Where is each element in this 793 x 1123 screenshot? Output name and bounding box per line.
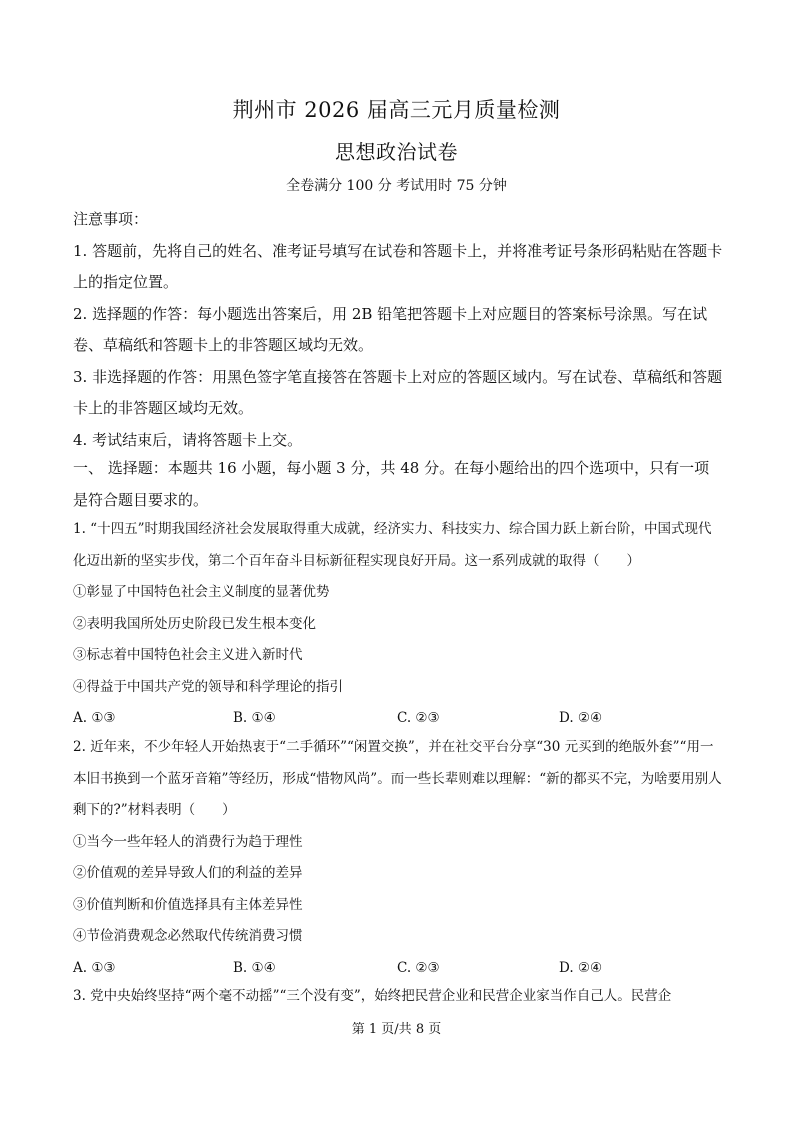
question-statement: ②价值观的差异导致人们的利益的差异 xyxy=(73,865,303,881)
question-stem: 1. “十四五”时期我国经济社会发展取得重大成就，经济实力、科技实力、综合国力跃上新台阶，中国式现代化迈出新的坚实步伐，第二个百年奋斗目标新征程实现良好开局。这一系列成就的取得（ ） xyxy=(73,521,712,569)
option-d: D. ②④ xyxy=(559,959,603,976)
question-statement: ④节俭消费观念必然取代传统消费习惯 xyxy=(73,928,303,944)
options-row xyxy=(73,703,723,735)
option-a: A. ①③ xyxy=(73,710,116,726)
exam-meta: 全卷满分 100 分 考试用时 75 分钟 xyxy=(286,178,507,194)
exam-subject: 思想政治试卷 xyxy=(335,140,458,164)
question-1 xyxy=(73,514,723,735)
question-2 xyxy=(73,732,723,984)
section-heading: 一、 选择题：本题共 16 小题，每小题 3 分，共 48 分。在每小题给出的四个选项中，只有一项是符合题目要求的。 xyxy=(73,459,710,509)
question-statement: ①当今一些年轻人的消费行为趋于理性 xyxy=(73,833,303,850)
question-statement: ②表明我国所处历史阶段已发生根本变化 xyxy=(73,615,316,632)
option-c: C. ②③ xyxy=(397,710,440,726)
option-b: B. ①④ xyxy=(233,710,276,726)
options-row xyxy=(73,953,723,985)
option-c: C. ②③ xyxy=(397,959,440,976)
notice-item: 3. 非选择题的作答：用黑色签字笔直接答在答题卡上对应的答题区域内。写在试卷、草稿纸和答题卡上的非答题区域均无效。 xyxy=(73,367,723,417)
notice-item: 4. 考试结束后，请将答题卡上交。 xyxy=(73,430,303,449)
question-statement: ①彰显了中国特色社会主义制度的显著优势 xyxy=(73,584,330,600)
notice-item: 1. 答题前，先将自己的姓名、准考证号填写在试卷和答题卡上，并将准考证号条形码粘贴在答题卡上的指定位置。 xyxy=(73,241,723,291)
option-a: A. ①③ xyxy=(73,959,116,976)
question-statement: ③标志着中国特色社会主义进入新时代 xyxy=(73,647,303,663)
option-d: D. ②④ xyxy=(559,710,603,726)
question-statement: ④得益于中国共产党的领导和科学理论的指引 xyxy=(73,678,343,695)
option-b: B. ①④ xyxy=(233,959,276,976)
exam-title: 荆州市 2026 届高三元月质量检测 xyxy=(232,98,561,122)
section-heading-block xyxy=(73,453,723,516)
question-stem: 2. 近年来，不少年轻人开始热衷于“二手循环”“闲置交换”，并在社交平台分享“30 元买到的绝版外套”“用一本旧书换到一个蓝牙音箱”等经历，形成“惜物风尚”。而一些长辈则难以理解：“新的都买不完，为啥要用别人剩下的?”材料表明（ ） xyxy=(73,739,722,818)
question-statement: ③价值判断和价值选择具有主体差异性 xyxy=(73,896,303,913)
notice-block xyxy=(73,204,723,456)
notice-heading: 注意事项： xyxy=(73,210,149,228)
question-3 xyxy=(73,981,723,1013)
question-stem: 3. 党中央始终坚持“两个毫不动摇”“三个没有变”，始终把民营企业和民营企业家当作自己人。民营企 xyxy=(73,988,672,1004)
notice-item: 2. 选择题的作答：每小题选出答案后，用 2B 铅笔把答题卡上对应题目的答案标号涂黑。写在试卷、草稿纸和答题卡上的非答题区域均无效。 xyxy=(73,304,708,354)
page-footer: 第 1 页/共 8 页 xyxy=(351,1022,442,1037)
